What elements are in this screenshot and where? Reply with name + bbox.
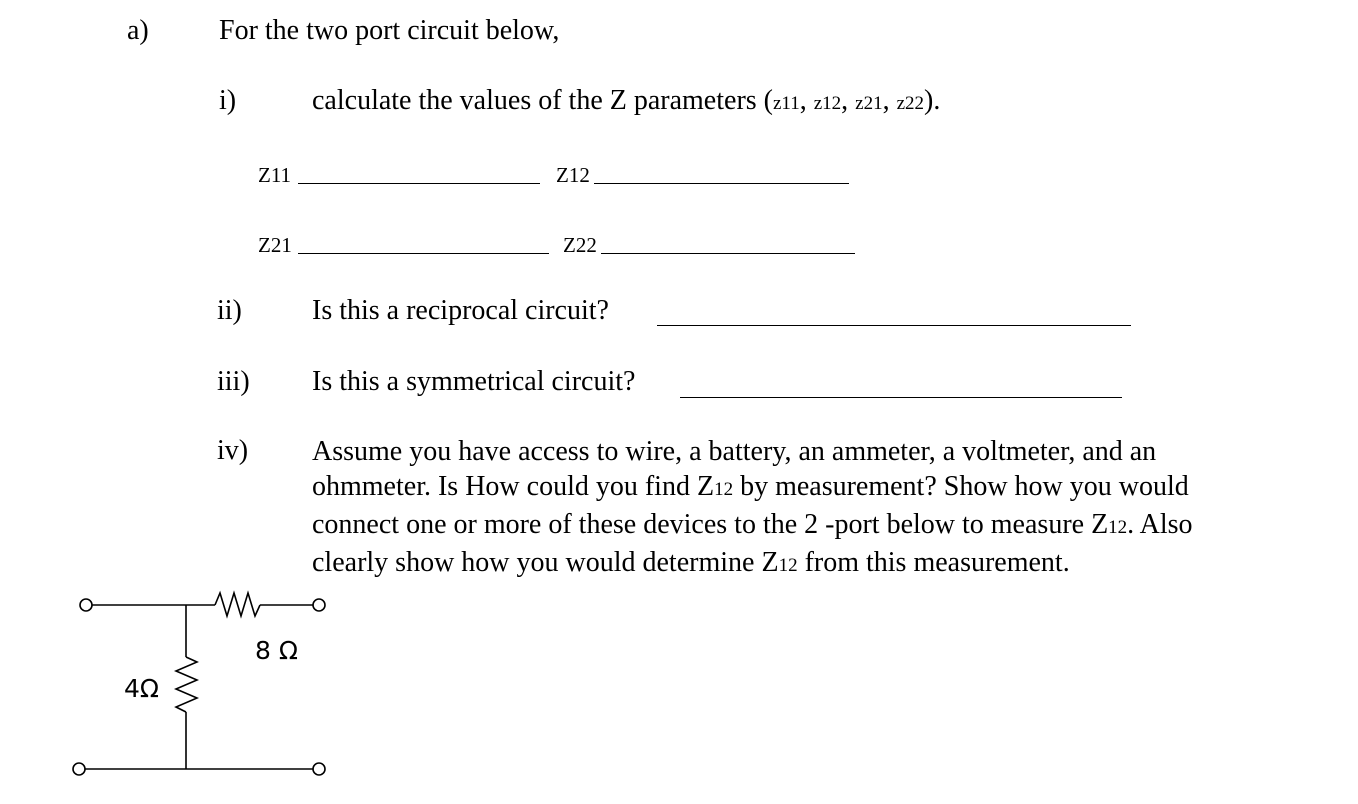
item-iii-label: iii)	[217, 366, 250, 397]
item-iv-line-3: connect one or more of these devices to the 2 -port below to measure Z12. Also	[312, 509, 1193, 540]
param-z21: z21	[855, 93, 883, 114]
param-z22: z22	[896, 93, 925, 114]
shunt-resistor-symbol	[176, 657, 197, 712]
part-label: a)	[127, 15, 149, 46]
item-iii-text: Is this a symmetrical circuit?	[312, 366, 636, 397]
z11-label: Z11	[258, 163, 292, 187]
param-z11: z11	[773, 93, 800, 114]
item-iv-line-2: ohmmeter. Is How could you find Z12 by measurement? Show how you would	[312, 471, 1189, 502]
item-i-text: calculate the values of the Z parameters (z11, z12, z21, z22).	[312, 85, 941, 116]
shunt-resistor-label: 4Ω	[124, 674, 160, 703]
item-ii-text: Is this a reciprocal circuit?	[312, 295, 609, 326]
series-resistor-symbol	[215, 593, 260, 616]
item-iv-line-4: clearly show how you would determine Z12 from this measurement.	[312, 547, 1070, 578]
z12-label: Z12	[556, 163, 590, 187]
port2-top-terminal	[313, 599, 325, 611]
series-resistor-label: 8 Ω	[255, 636, 298, 665]
z21-label: Z21	[258, 233, 292, 257]
item-iv-label: iv)	[217, 435, 249, 466]
port1-bottom-terminal	[73, 763, 85, 775]
intro-text: For the two port circuit below,	[219, 15, 560, 46]
item-iv-line-1: Assume you have access to wire, a battery, an ammeter, a voltmeter, and an	[312, 436, 1157, 467]
port1-top-terminal	[80, 599, 92, 611]
item-i-label: i)	[219, 85, 237, 116]
z22-label: Z22	[563, 233, 597, 257]
port2-bottom-terminal	[313, 763, 325, 775]
item-ii-label: ii)	[217, 295, 242, 326]
param-z12: z12	[813, 93, 842, 114]
